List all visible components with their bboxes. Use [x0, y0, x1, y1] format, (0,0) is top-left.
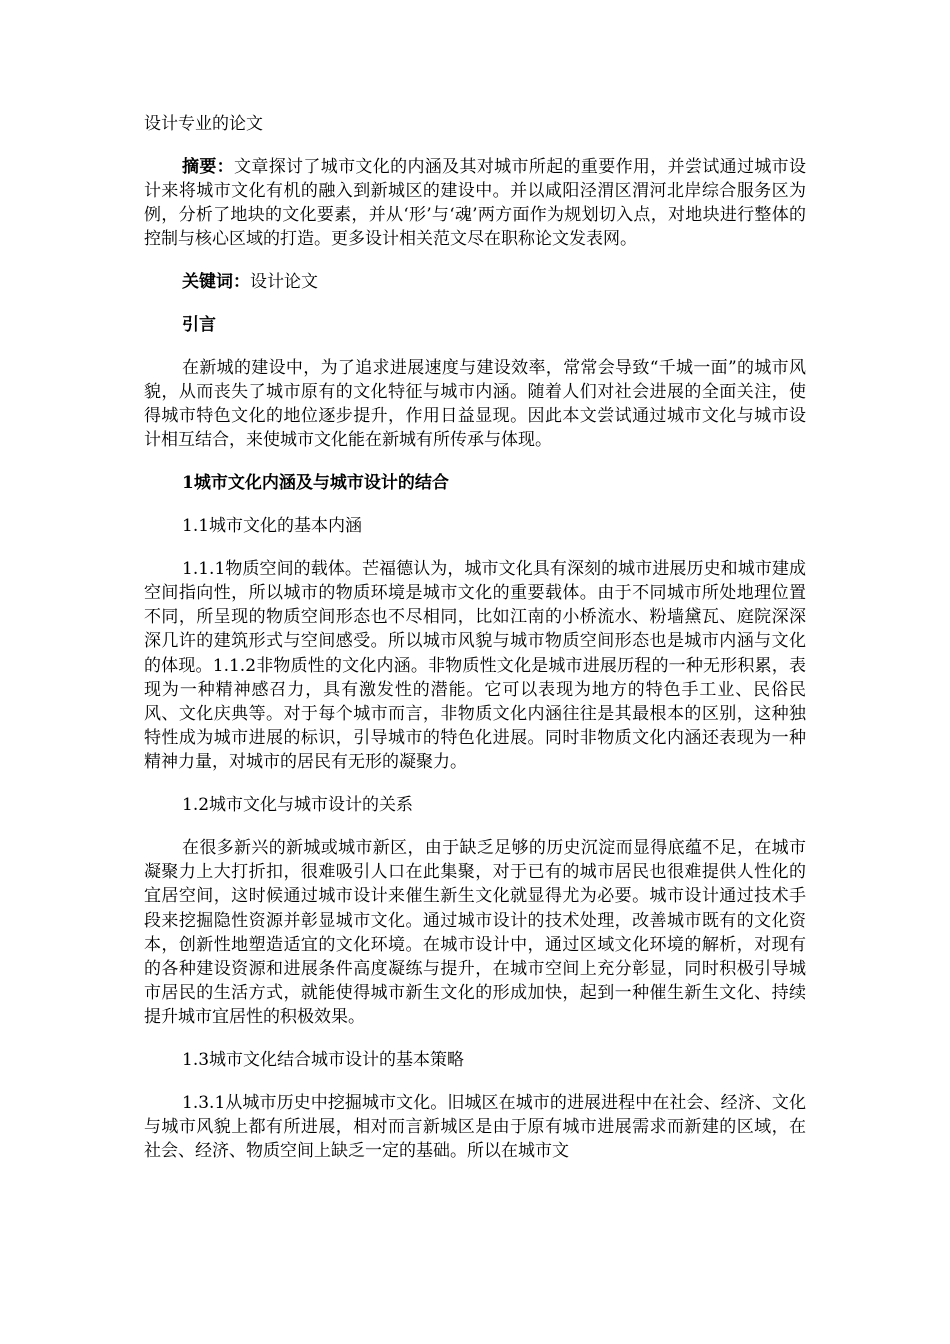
intro-heading: 引言	[182, 315, 216, 335]
document-title: 设计专业的论文	[144, 114, 263, 134]
section-1-2-paragraph: 在很多新兴的新城或城市新区，由于缺乏足够的历史沉淀而显得底蕴不足，在城市凝聚力上大打折扣，很难吸引人口在此集聚，对于已有的城市居民也很难提供人性化的宜居空间，这时候通过城市设计来催生新生文化就显得尤为必要。城市设计通过技术手段来挖掘隐性资源并彰显城市文化。通过城市设计的技术处理，改善城市既有的文化资本，创新性地塑造适宜的文化环境。在城市设计中，通过区域文化环境的解析，对现有的各种建设资源和进展条件高度凝练与提升，在城市空间上充分彰显，同时积极引导城市居民的生活方式，就能使得城市新生文化的形成加快，起到一种催生新生文化、持续提升城市宜居性的积极效果。	[144, 838, 806, 1028]
section-1-1-heading: 1.1城市文化的基本内涵	[182, 516, 363, 536]
abstract-paragraph	[144, 155, 806, 252]
abstract-label: 摘要：	[182, 156, 235, 177]
abstract-text: 文章探讨了城市文化的内涵及其对城市所起的重要作用，并尝试通过城市设计来将城市文化有机的融入到新城区的建设中。并以咸阳泾渭区渭河北岸综合服务区为例，分析了地块的文化要素，并从‘形’与‘魂’两方面作为规划切入点，对地块进行整体的控制与核心区域的打造。更多设计相关范文尽在职称论文发表网。	[144, 156, 807, 250]
keywords-text: 设计论文	[250, 272, 318, 293]
intro-paragraph: 在新城的建设中，为了追求进展速度与建设效率，常常会导致“千城一面”的城市风貌，从而丧失了城市原有的文化特征与城市内涵。随着人们对社会进展的全面关注，使得城市特色文化的地位逐步提升，作用日益显现。因此本文尝试通过城市文化与城市设计相互结合，来使城市文化能在新城有所传承与体现。	[144, 357, 806, 451]
section-1-heading: 1城市文化内涵及与城市设计的结合	[182, 473, 449, 494]
keywords-paragraph	[144, 270, 806, 294]
section-1-2-heading: 1.2城市文化与城市设计的关系	[182, 795, 414, 816]
keywords-label: 关键词：	[182, 272, 250, 293]
section-1-3-paragraph: 1.3.1从城市历史中挖掘城市文化。旧城区在城市的进展进程中在社会、经济、文化与城市风貌上都有所进展，相对而言新城区是由于原有城市进展需求而新建的区域，在社会、经济、物质空间上缺乏一定的基础。所以在城市文	[144, 1093, 806, 1162]
section-1-3-heading: 1.3城市文化结合城市设计的基本策略	[182, 1050, 465, 1071]
section-1-1-paragraph: 1.1.1物质空间的载体。芒福德认为，城市文化具有深刻的城市进展历史和城市建成空间指向性，所以城市的物质环境是城市文化的重要载体。由于不同城市所处地理位置不同，所呈现的物质空间形态也不尽相同，比如江南的小桥流水、粉墙黛瓦、庭院深深深几许的建筑形式与空间感受。所以城市风貌与城市物质空间形态也是城市内涵与文化的体现。1.1.2非物质性的文化内涵。非物质性文化是城市进展历程的一种无形积累，表现为一种精神感召力，具有激发性的潜能。它可以表现为地方的特色手工业、民俗民风、文化庆典等。对于每个城市而言，非物质文化内涵往往是其最根本的区别，这种独特性成为城市进展的标识，引导城市的特色化进展。同时非物质文化内涵还表现为一种精神力量，对城市的居民有无形的凝聚力。	[144, 558, 806, 773]
document-page	[144, 112, 806, 1164]
